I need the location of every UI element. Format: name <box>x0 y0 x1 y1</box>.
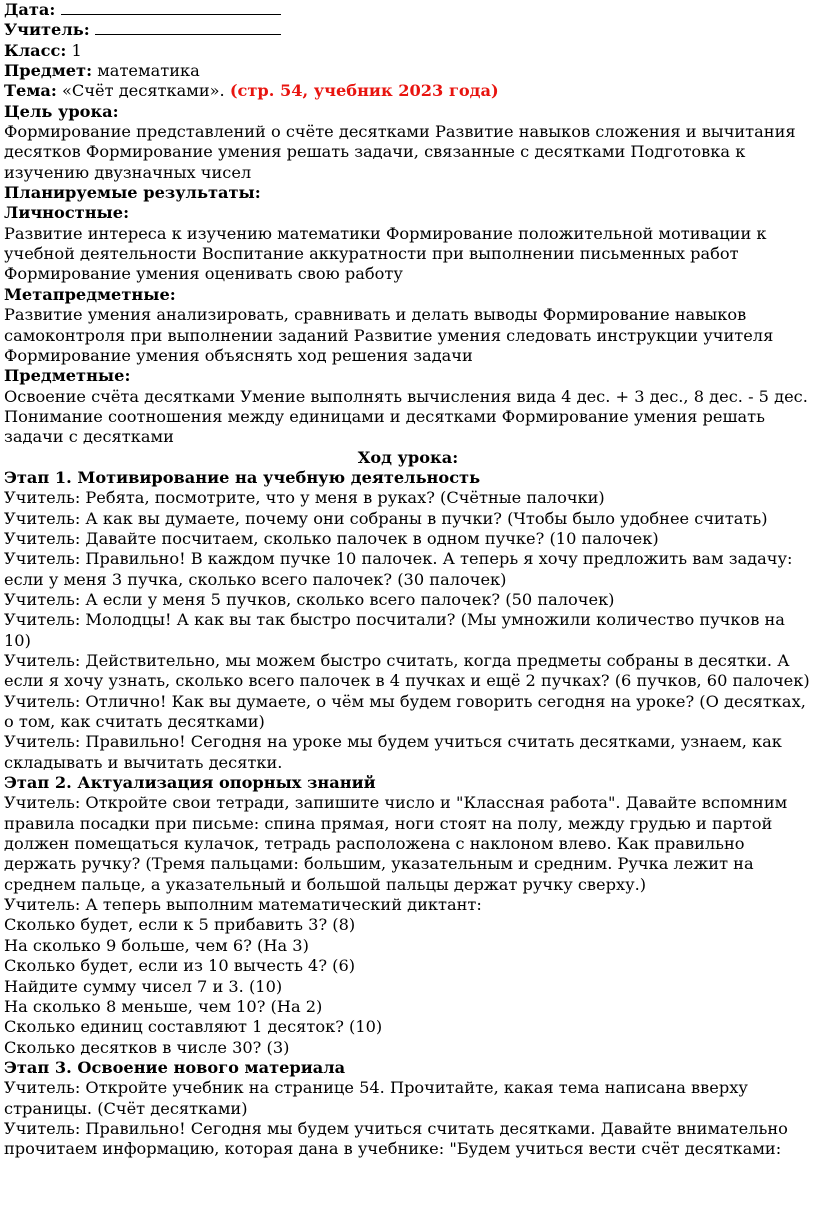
dictation-item: Найдите сумму чисел 7 и 3. (10) <box>4 976 283 996</box>
class-value: 1 <box>71 40 82 60</box>
stage1-line: Учитель: Ребята, посмотрите, что у меня в руках? (Счётные палочки) <box>4 488 605 508</box>
dictation-item: На сколько 9 больше, чем 6? (На 3) <box>4 935 309 955</box>
subject-line <box>4 61 812 81</box>
stage1-line: Учитель: Правильно! В каждом пучке 10 палочек. А теперь я хочу предложить вам задачу: если у меня 3 пучка, сколько всего палочек? (30 палочек) <box>4 549 793 589</box>
date-label: Дата: <box>4 0 56 19</box>
stage1-title: Этап 1. Мотивирование на учебную деятельность <box>4 467 481 487</box>
topic-label: Тема: <box>4 81 57 101</box>
goal-text: Формирование представлений о счёте десятками Развитие навыков сложения и вычитания десятков Формирование умения решать задачи, связанные с десятками Подготовка к изучению двузначных чисел <box>4 122 796 182</box>
dictation-item: Сколько будет, если к 5 прибавить 3? (8) <box>4 915 356 935</box>
stage1-line: Учитель: Давайте посчитаем, сколько палочек в одном пучке? (10 палочек) <box>4 528 659 548</box>
stage2-title: Этап 2. Актуализация опорных знаний <box>4 773 376 793</box>
class-label: Класс: <box>4 40 67 60</box>
dictation-item: Сколько будет, если из 10 вычесть 4? (6) <box>4 956 356 976</box>
goal-heading: Цель урока: <box>4 101 119 121</box>
personal-heading: Личностные: <box>4 203 130 223</box>
subject-results-heading: Предметные: <box>4 366 131 386</box>
meta-text: Развитие умения анализировать, сравнивать и делать выводы Формирование навыков самоконтроля при выполнении заданий Развитие умения следовать инструкции учителя Формирование умения объяснять ход решения задачи <box>4 305 774 365</box>
stage1-line: Учитель: Правильно! Сегодня на уроке мы будем учиться считать десятками, узнаем, как складывать и вычитать десятки. <box>4 732 782 772</box>
stage1-line: Учитель: Отлично! Как вы думаете, о чём мы будем говорить сегодня на уроке? (О десятках, о том, как считать десятками) <box>4 691 806 732</box>
lesson-heading: Ход урока: <box>357 447 459 467</box>
dictation-item: На сколько 8 меньше, чем 10? (На 2) <box>4 996 323 1016</box>
subject-value: математика <box>97 61 200 81</box>
stage1-line: Учитель: А если у меня 5 пучков, сколько всего палочек? (50 палочек) <box>4 589 615 609</box>
stage2-line: Учитель: Откройте свои тетради, запишите число и "Классная работа". Давайте вспомним правила посадки при письме: спина прямая, ноги стоят на полу, между грудью и партой должен помещаться кулачок, тетрадь расположена с наклоном влево. Как правильно держать ручку? (Тремя пальцами: большим, указательным и средним. Ручка лежит на среднем пальце, а указательный и большой пальцы держат ручку сверху.) <box>4 793 788 894</box>
results-heading: Планируемые результаты: <box>4 183 261 203</box>
stage3-line: Учитель: Правильно! Сегодня мы будем учиться считать десятками. Давайте внимательно прочитаем информацию, которая дана в учебнике: "Будем учиться вести счёт десятками: <box>4 1118 788 1159</box>
personal-text: Развитие интереса к изучению математики Формирование положительной мотивации к учебной деятельности Воспитание аккуратности при выполнении письменных работ Формирование умения оценивать свою работу <box>4 223 767 284</box>
topic-reference: (стр. 54, учебник 2023 года) <box>229 81 499 101</box>
class-line <box>4 41 812 61</box>
stage1-line: Учитель: Молодцы! А как вы так быстро посчитали? (Мы умножили количество пучков на 10) <box>4 610 785 650</box>
teacher-label: Учитель: <box>4 20 90 40</box>
date-blank <box>61 0 281 15</box>
meta-heading: Метапредметные: <box>4 284 176 304</box>
subject-label: Предмет: <box>4 61 93 81</box>
topic-value: «Счёт десятками». <box>62 81 225 101</box>
date-line <box>4 0 812 20</box>
stage3-line: Учитель: Откройте учебник на странице 54. Прочитайте, какая тема написана вверху страницы. (Счёт десятками) <box>4 1078 748 1118</box>
teacher-line <box>4 20 812 40</box>
dictation-item: Сколько десятков в числе 30? (3) <box>4 1037 290 1057</box>
teacher-blank <box>95 20 281 35</box>
subject-results-text: Освоение счёта десятками Умение выполнять вычисления вида 4 дес. + 3 дес., 8 дес. - 5 дес. Понимание соотношения между единицами и десятками Формирование умения решать задачи с десятками <box>4 386 808 447</box>
stage3-title: Этап 3. Освоение нового материала <box>4 1057 346 1077</box>
stage1-line: Учитель: Действительно, мы можем быстро считать, когда предметы собраны в десятки. А если я хочу узнать, сколько всего палочек в 4 пучках и ещё 2 пучках? (6 пучков, 60 палочек) <box>4 651 810 691</box>
stage2-line: Учитель: А теперь выполним математический диктант: <box>4 895 482 915</box>
dictation-item: Сколько единиц составляют 1 десяток? (10) <box>4 1017 383 1037</box>
topic-line <box>4 81 812 101</box>
stage1-line: Учитель: А как вы думаете, почему они собраны в пучки? (Чтобы было удобнее считать) <box>4 508 768 528</box>
